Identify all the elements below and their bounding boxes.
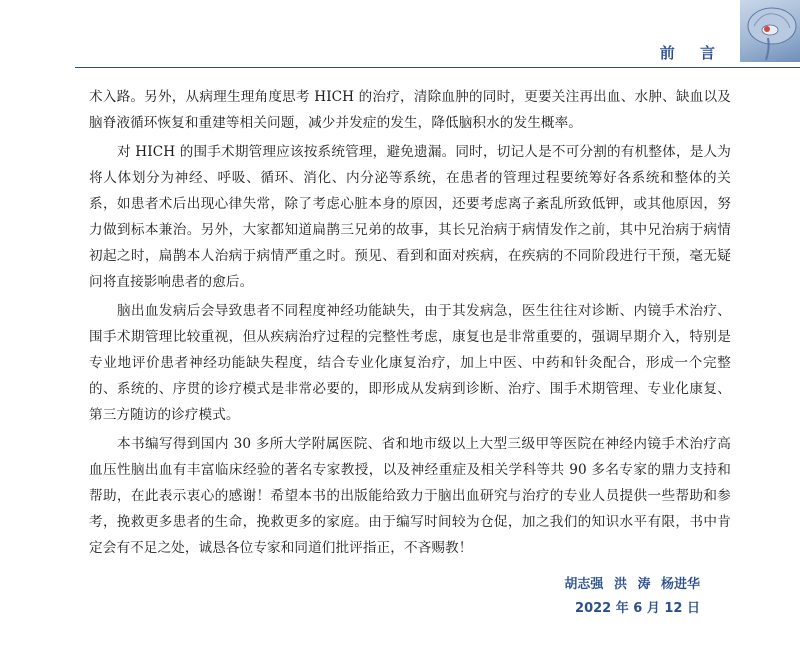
paragraph: 术入路。另外，从病理生理角度思考 HICH 的治疗，清除血肿的同时，更要关注再出血、水肿、缺血以及脑脊液循环恢复和重建等相关问题，减少并发症的发生，降低脑积水的发生概率。 [89,89,731,131]
signature-date: 2022 年 6 月 12 日 [575,601,700,616]
page-title: 前 言 [659,44,725,62]
brain-illustration-thumbnail [740,0,800,62]
paragraph: 脑出血发病后会导致患者不同程度神经功能缺失，由于其发病急，医生往往对诊断、内镜手术治疗、围手术期管理比较重视，但从疾病治疗过程的完整性考虑，康复也是非常重要的，强调早期介入，特别是专业地评价患者神经功能缺失程度，结合专业化康复治疗，加上中医、中药和针灸配合，形成一个完整的、系统的、序贯的诊疗模式是非常必要的，即形成从发病到诊断、治疗、围手术期管理、专业化康复、第三方随访的诊疗模式。 [89,303,731,423]
signature-block [564,574,700,620]
paragraph: 本书编写得到国内 30 多所大学附属医院、省和地市级以上大型三级甲等医院在神经内镜手术治疗高血压性脑出血有丰富临床经验的著名专家教授，以及神经重症及相关学科等共 90 多名专家的鼎力支持和帮助，在此表示衷心的感谢！希望本书的出版能给致力于脑出血研究与治疗的专业人员提供一些帮助和参考，挽救更多患者的生命，挽救更多的家庭。由于编写时间较为仓促，加之我们的知识水平有限，书中肯定会有不足之处，诚恳各位专家和同道们批评指正，不吝赐教！ [89,436,731,556]
paragraph: 对 HICH 的围手术期管理应该按系统管理，避免遗漏。同时，切记人是不可分割的有机整体，是人为将人体划分为神经、呼吸、循环、消化、内分泌等系统，在患者的管理过程要统筹好各系统和整体的关系，如患者术后出现心律失常，除了考虑心脏本身的原因，还要考虑离子紊乱所致低钾，或其他原因，努力做到标本兼治。另外，大家都知道扁鹊三兄弟的故事，其长兄治病于病情发作之前，其中兄治病于病情初起之时，扁鹊本人治病于病情严重之时。预见、看到和面对疾病，在疾病的不同阶段进行干预，毫无疑问将直接影响患者的愈后。 [89,144,731,290]
preface-body [89,84,731,564]
header-divider [75,67,800,68]
author-names: 胡志强 洪 涛 杨进华 [564,577,700,592]
